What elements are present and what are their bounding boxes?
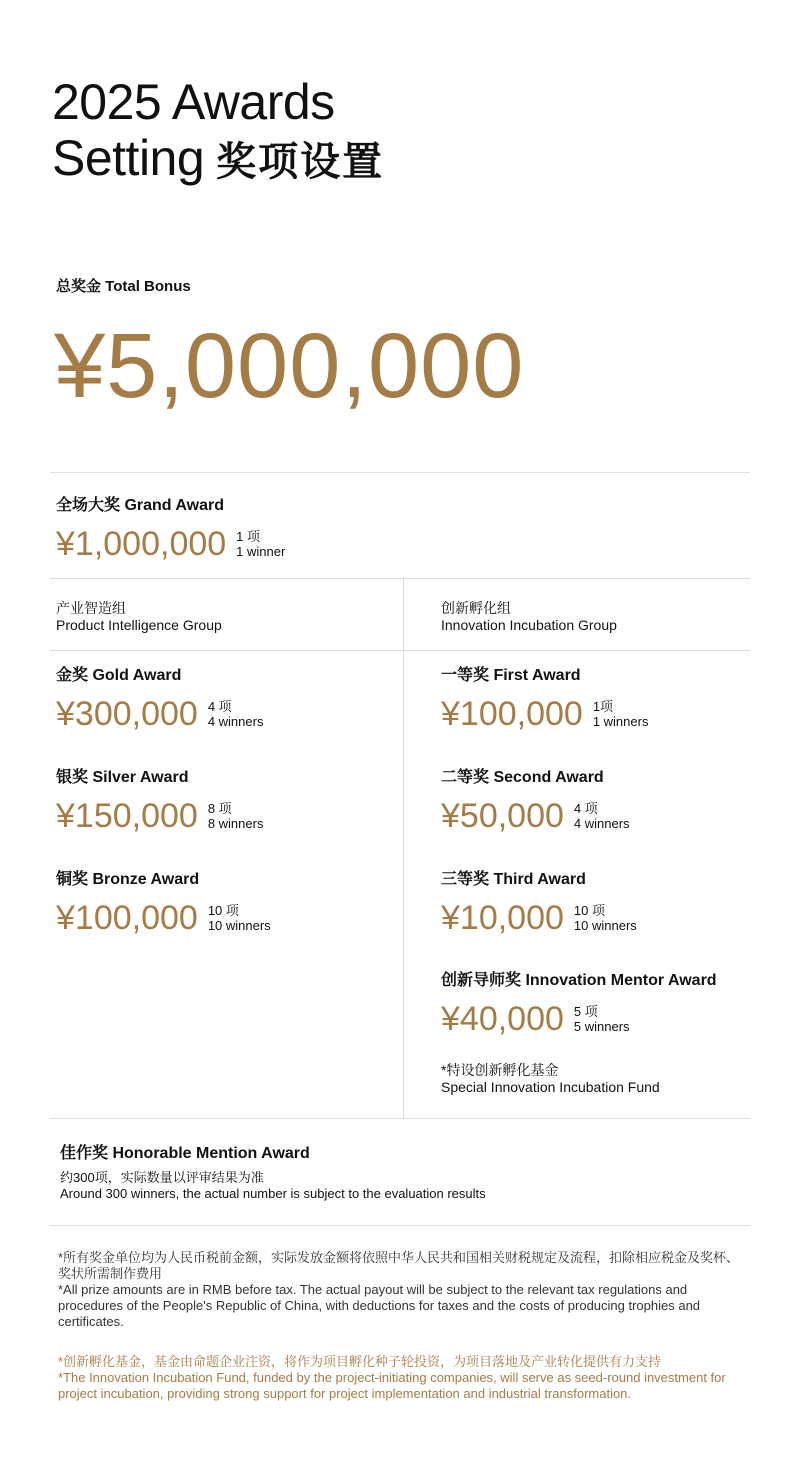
divider-top bbox=[50, 472, 750, 473]
divider-columns-end bbox=[50, 1118, 750, 1119]
third-award-count-cn: 10 项 bbox=[573, 903, 605, 918]
grand-award bbox=[56, 496, 285, 564]
honorable-mention-cn: 约300项，实际数量以评审结果为准 bbox=[60, 1170, 264, 1185]
gold-award-count-en: 4 winners bbox=[207, 714, 264, 729]
silver-award-count-cn: 8 项 bbox=[207, 801, 232, 816]
second-award-name: 二等奖 Second Award bbox=[441, 769, 604, 786]
column-divider bbox=[403, 578, 404, 1118]
second-award-amount: ¥50,000 bbox=[441, 797, 564, 835]
third-award-amount: ¥10,000 bbox=[441, 899, 564, 937]
second-award-amount-row bbox=[441, 796, 630, 836]
silver-award-amount-row bbox=[56, 796, 263, 836]
mentor-award-amount: ¥40,000 bbox=[441, 1000, 564, 1038]
first-award-name: 一等奖 First Award bbox=[441, 667, 581, 684]
third-award bbox=[441, 870, 637, 938]
tax-note-en: *All prize amounts are in RMB before tax. The actual payout will be subject to the relevant tax regulations and procedures of the People's Republic of China, with deductions for taxes and the costs of producing trophies and certificates. bbox=[58, 1282, 701, 1329]
third-award-amount-row bbox=[441, 898, 637, 938]
tax-note bbox=[58, 1250, 748, 1330]
title-cn: 奖项设置 bbox=[216, 140, 385, 184]
silver-award-amount: ¥150,000 bbox=[56, 797, 198, 835]
title-line-2 bbox=[52, 130, 384, 190]
second-award bbox=[441, 768, 630, 836]
silver-award-name: 银奖 Silver Award bbox=[56, 769, 189, 786]
honorable-mention-en: Around 300 winners, the actual number is subject to the evaluation results bbox=[60, 1186, 486, 1201]
second-award-count-cn: 4 项 bbox=[573, 801, 598, 816]
honorable-mention-desc bbox=[60, 1170, 486, 1202]
tax-note-cn: *所有奖金单位均为人民币税前金额，实际发放金额将依照中华人民共和国相关财税规定及流程，扣除相应税金及奖杯、奖状所需制作费用 bbox=[58, 1250, 740, 1281]
bronze-award-amount-row bbox=[56, 898, 271, 938]
bronze-award bbox=[56, 870, 271, 938]
grand-award-amount-row bbox=[56, 524, 285, 564]
first-award-count bbox=[593, 699, 649, 729]
silver-award bbox=[56, 768, 263, 836]
silver-award-count bbox=[208, 801, 264, 831]
fund-note-en: *The Innovation Incubation Fund, funded by the project-initiating companies, will serve as seed-round investment for project incubation, providing strong support for project implementation and industrial transformation. bbox=[58, 1370, 726, 1401]
first-award-amount-row bbox=[441, 694, 648, 734]
mentor-award-count-en: 5 winners bbox=[573, 1019, 630, 1034]
bronze-award-name: 铜奖 Bronze Award bbox=[56, 871, 200, 888]
group-right-en: Innovation Incubation Group bbox=[441, 617, 617, 633]
title-setting: Setting bbox=[52, 130, 205, 186]
gold-award-amount: ¥300,000 bbox=[56, 695, 198, 733]
grand-award-name: 全场大奖 Grand Award bbox=[56, 497, 225, 514]
second-award-count bbox=[574, 801, 630, 831]
second-award-count-en: 4 winners bbox=[573, 816, 630, 831]
mentor-award-count bbox=[574, 1004, 630, 1034]
third-award-name: 三等奖 Third Award bbox=[441, 871, 586, 888]
bronze-award-count bbox=[208, 903, 271, 933]
fund-note bbox=[58, 1354, 748, 1402]
honorable-mention bbox=[60, 1144, 486, 1202]
group-left-cn: 产业智造组 bbox=[56, 600, 126, 616]
bronze-award-count-en: 10 winners bbox=[207, 918, 271, 933]
total-bonus-amount: ¥5,000,000 bbox=[54, 315, 525, 417]
gold-award bbox=[56, 666, 263, 734]
group-left bbox=[56, 600, 222, 634]
first-award-count-en: 1 winners bbox=[592, 714, 649, 729]
special-fund-en: Special Innovation Incubation Fund bbox=[441, 1079, 660, 1095]
mentor-award bbox=[441, 971, 717, 1039]
group-right-cn: 创新孵化组 bbox=[441, 600, 511, 616]
silver-award-count-en: 8 winners bbox=[207, 816, 264, 831]
first-award bbox=[441, 666, 648, 734]
third-award-count bbox=[574, 903, 637, 933]
divider-groups bbox=[50, 650, 750, 651]
gold-award-count bbox=[208, 699, 264, 729]
mentor-award-amount-row bbox=[441, 999, 717, 1039]
third-award-count-en: 10 winners bbox=[573, 918, 637, 933]
grand-award-count-en: 1 winner bbox=[236, 544, 286, 559]
bronze-award-count-cn: 10 项 bbox=[207, 903, 239, 918]
mentor-award-count-cn: 5 项 bbox=[573, 1004, 598, 1019]
group-right bbox=[441, 600, 617, 634]
bronze-award-amount: ¥100,000 bbox=[56, 899, 198, 937]
fund-note-cn: *创新孵化基金，基金由命题企业注资，将作为项目孵化种子轮投资，为项目落地及产业转化提供有力支持 bbox=[58, 1354, 662, 1369]
grand-award-amount: ¥1,000,000 bbox=[56, 525, 227, 563]
first-award-count-cn: 1项 bbox=[592, 699, 614, 714]
mentor-award-name: 创新导师奖 Innovation Mentor Award bbox=[441, 972, 717, 989]
gold-award-name: 金奖 Gold Award bbox=[56, 667, 182, 684]
divider-notes bbox=[50, 1225, 750, 1226]
group-left-en: Product Intelligence Group bbox=[56, 617, 222, 633]
special-fund-note bbox=[441, 1062, 660, 1096]
special-fund-cn: *特设创新孵化基金 bbox=[441, 1062, 559, 1078]
honorable-mention-name: 佳作奖 Honorable Mention Award bbox=[60, 1145, 310, 1162]
total-bonus-label: 总奖金 Total Bonus bbox=[56, 278, 191, 295]
grand-award-count bbox=[236, 529, 285, 559]
title-line-1: 2025 Awards bbox=[52, 74, 335, 130]
gold-award-count-cn: 4 项 bbox=[207, 699, 232, 714]
gold-award-amount-row bbox=[56, 694, 263, 734]
first-award-amount: ¥100,000 bbox=[441, 695, 583, 733]
page-title bbox=[52, 74, 384, 190]
divider-grand bbox=[50, 578, 750, 579]
grand-award-count-cn: 1 项 bbox=[236, 529, 261, 544]
